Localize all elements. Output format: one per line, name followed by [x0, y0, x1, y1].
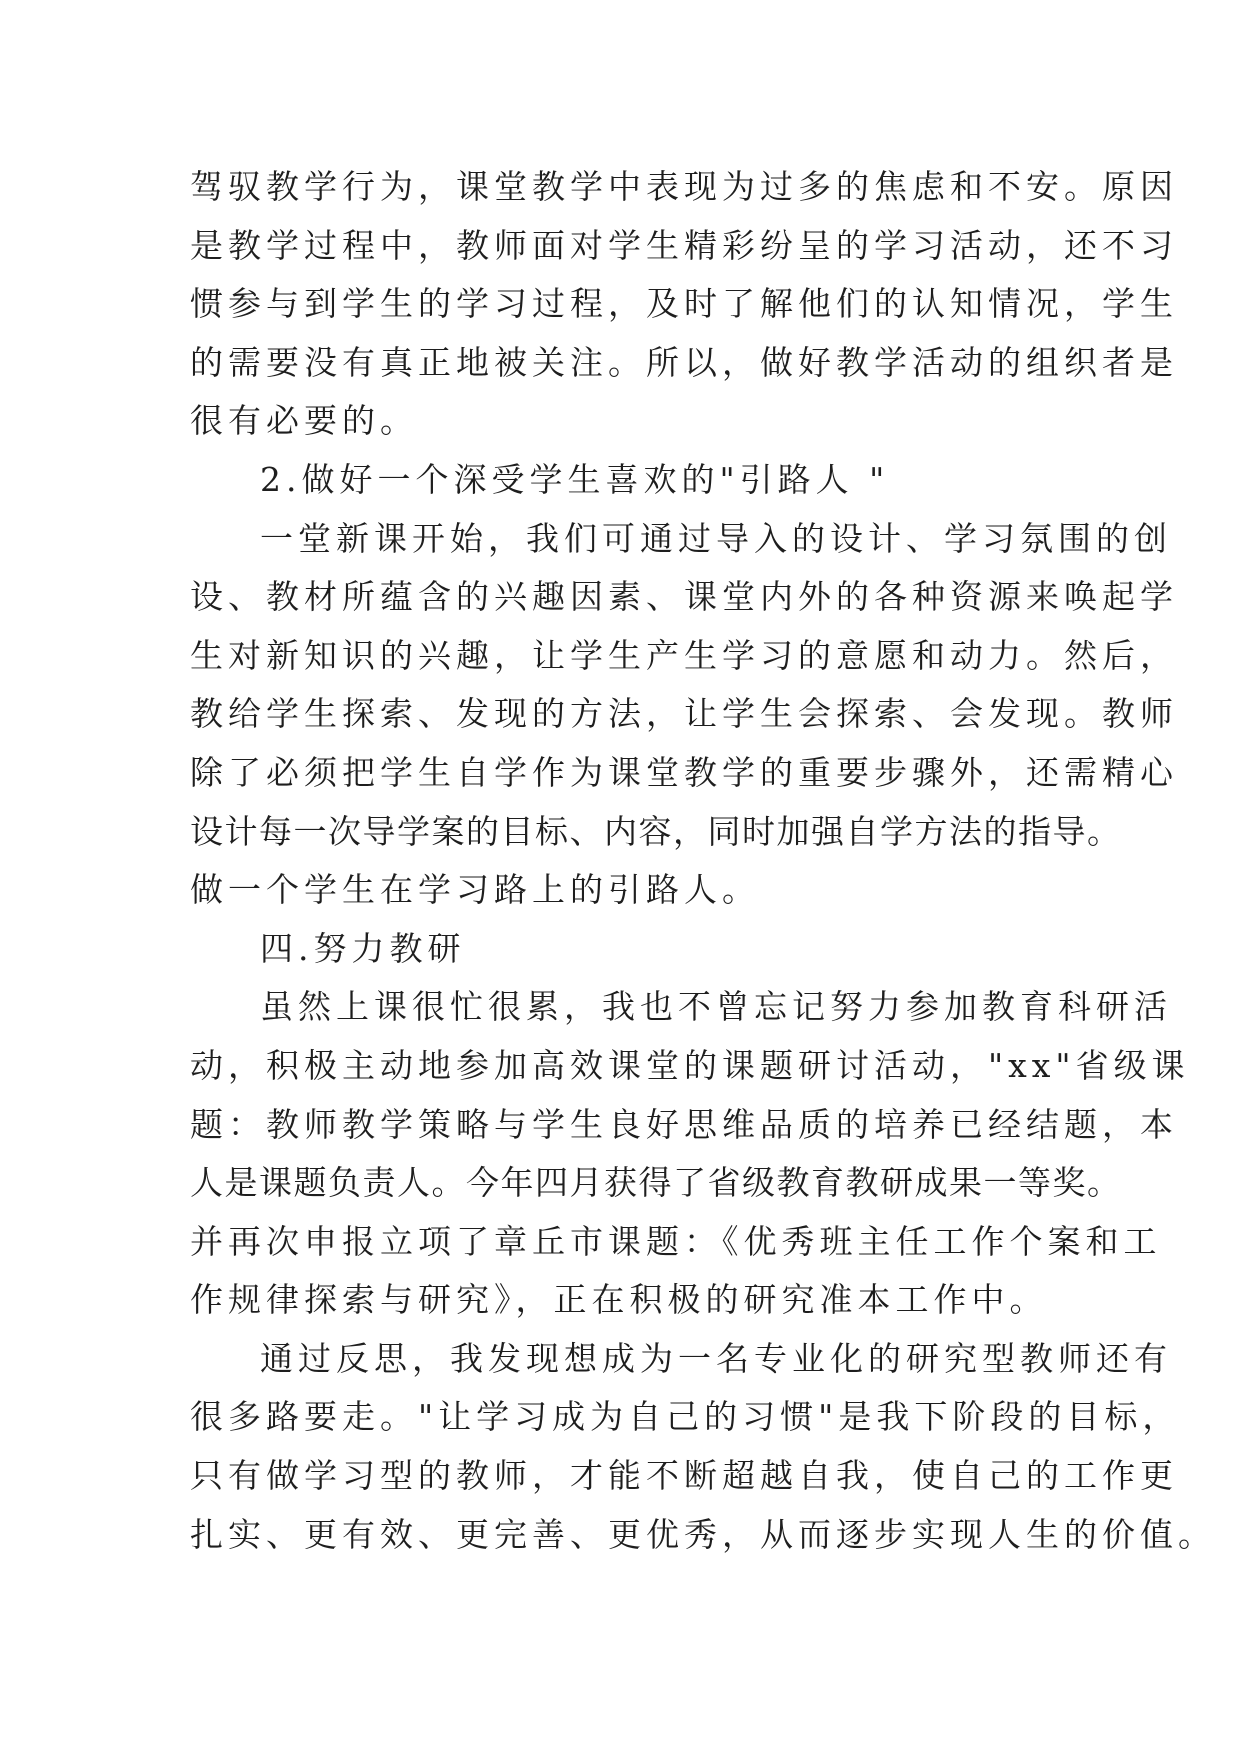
- text-line: 惯参与到学生的学习过程，及时了解他们的认知情况，学生: [190, 284, 1178, 324]
- text-line: 并再次申报立项了章丘市课题：《优秀班主任工作个案和工: [190, 1221, 1162, 1261]
- text-line: 动，积极主动地参加高效课堂的课题研讨活动，"xx"省级课: [190, 1045, 1190, 1085]
- text-line: 很多路要走。"让学习成为自己的习惯"是我下阶段的目标，: [190, 1397, 1181, 1437]
- section-heading: 2.做好一个深受学生喜欢的"引路人 ": [260, 459, 890, 499]
- text-line: 是教学过程中，教师面对学生精彩纷呈的学习活动，还不习: [190, 225, 1178, 265]
- text-line: 生对新知识的兴趣，让学生产生学习的意愿和动力。然后，: [190, 635, 1178, 675]
- document-body: [190, 158, 1216, 1564]
- text-line: 很有必要的。: [190, 401, 418, 441]
- text-line: 教给学生探索、发现的方法，让学生会探索、会发现。教师: [190, 694, 1178, 734]
- paragraph-first-line: 虽然上课很忙很累，我也不曾忘记努力参加教育科研活: [260, 987, 1172, 1027]
- text-line: 作规律探索与研究》，正在积极的研究准本工作中。: [190, 1280, 1048, 1320]
- text-line: 只有做学习型的教师，才能不断超越自我，使自己的工作更: [190, 1456, 1178, 1496]
- text-line: 设计每一次导学案的目标、内容，同时加强自学方法的指导。: [190, 811, 1122, 851]
- text-line: 题：教师教学策略与学生良好思维品质的培养已经结题，本: [190, 1104, 1178, 1144]
- text-line: 人是课题负责人。今年四月获得了省级教育教研成果一等奖。: [190, 1163, 1122, 1203]
- paragraph-first-line: 通过反思，我发现想成为一名专业化的研究型教师还有: [260, 1338, 1172, 1378]
- text-line: 设、教材所蕴含的兴趣因素、课堂内外的各种资源来唤起学: [190, 577, 1178, 617]
- text-line: 扎实、更有效、更完善、更优秀，从而逐步实现人生的价值。: [190, 1514, 1216, 1554]
- text-line: 驾驭教学行为，课堂教学中表现为过多的焦虑和不安。原因: [190, 167, 1178, 206]
- text-line: 做一个学生在学习路上的引路人。: [190, 870, 760, 910]
- section-heading: 四.努力教研: [260, 928, 466, 968]
- text-line: 除了必须把学生自学作为课堂教学的重要步骤外，还需精心: [190, 752, 1178, 792]
- text-line: 的需要没有真正地被关注。所以，做好教学活动的组织者是: [190, 342, 1178, 382]
- paragraph-first-line: 一堂新课开始，我们可通过导入的设计、学习氛围的创: [260, 518, 1172, 558]
